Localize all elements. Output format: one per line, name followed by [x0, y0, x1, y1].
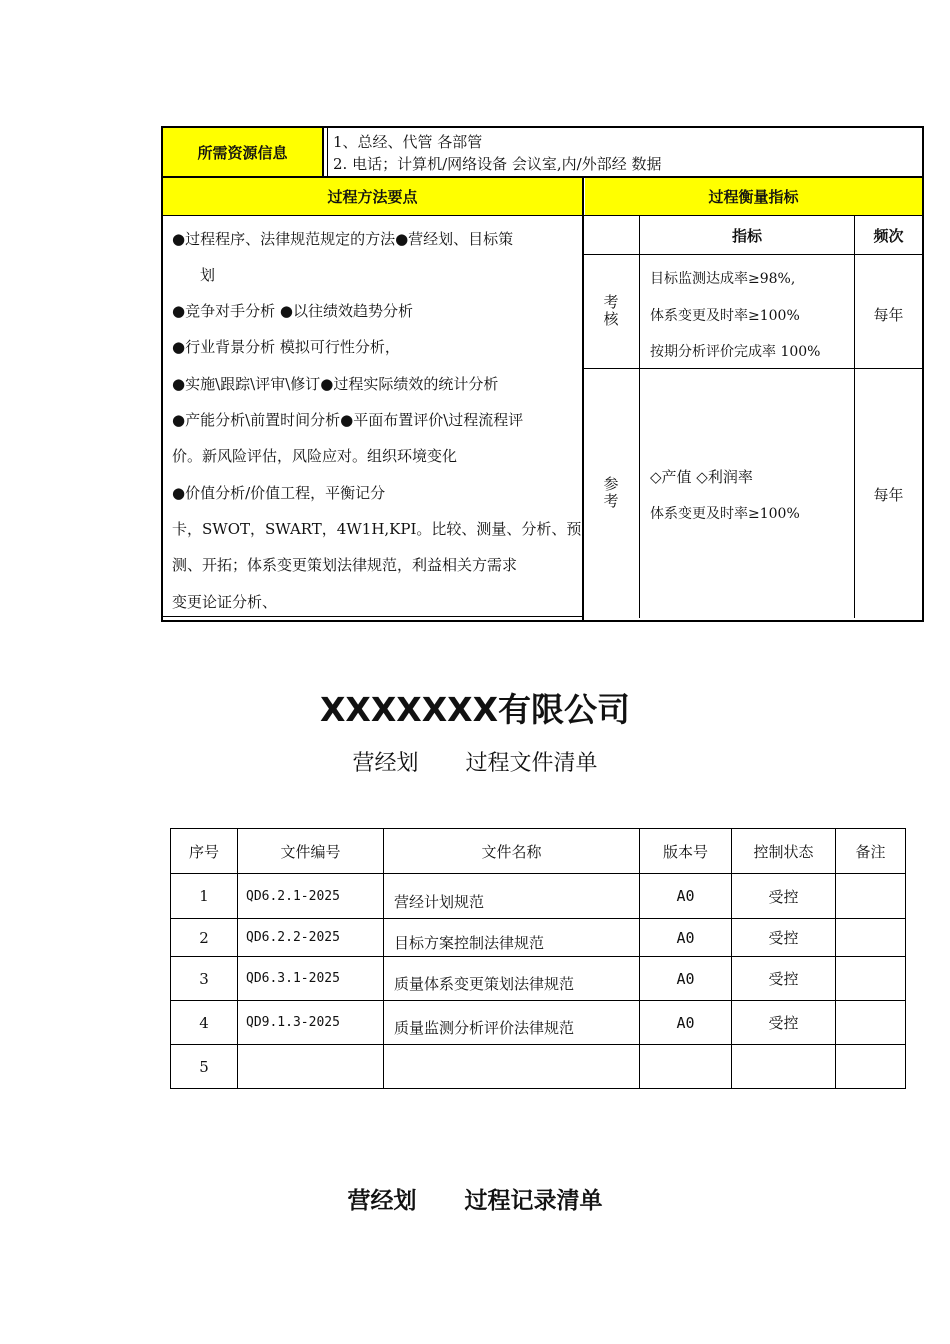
cell-code — [238, 1045, 384, 1089]
cell-code: QD9.1.3-2025 — [238, 1001, 384, 1045]
divider — [327, 128, 328, 178]
column-header-note: 备注 — [836, 829, 906, 874]
method-line: 测、开拓；体系变更策划法律规范，利益相关方需求 — [172, 556, 518, 574]
method-line: ●产能分析\前置时间分析●平面布置评价\过程流程评 — [172, 411, 524, 429]
cell-note — [836, 919, 906, 957]
cell-version: A0 — [640, 919, 732, 957]
cell-no: 3 — [171, 957, 238, 1001]
table-row — [171, 957, 906, 1001]
frequency-column-header: 频次 — [873, 226, 904, 245]
cell-name: 质量监测分析评价法律规范 — [384, 1001, 640, 1045]
cell-no: 2 — [171, 919, 238, 957]
table-header-row — [171, 829, 906, 874]
table-row — [171, 1045, 906, 1089]
method-line: 划 — [200, 266, 216, 284]
divider — [582, 178, 584, 620]
assessment-item: 体系变更及时率≥100% — [650, 308, 800, 324]
cell-version: A0 — [640, 957, 732, 1001]
resources-label: 所需资源信息 — [163, 128, 322, 176]
assessment-frequency: 每年 — [873, 306, 904, 324]
cell-status: 受控 — [732, 874, 836, 919]
file-list-table — [170, 828, 906, 1089]
reference-frequency: 每年 — [873, 486, 904, 504]
cell-name — [384, 1045, 640, 1089]
company-name: XXXXXXX有限公司 — [319, 690, 631, 729]
assessment-item: 按期分析评价完成率 100% — [650, 344, 821, 360]
cell-note — [836, 1001, 906, 1045]
method-line: ●价值分析/价值工程，平衡记分 — [172, 484, 386, 502]
method-line: 变更论证分析、 — [172, 593, 278, 611]
method-line: ●竞争对手分析 ●以往绩效趋势分析 — [172, 302, 413, 320]
column-header-version: 版本号 — [640, 829, 732, 874]
divider — [584, 254, 922, 255]
column-header-status: 控制状态 — [732, 829, 836, 874]
divider — [639, 216, 640, 618]
cell-no: 4 — [171, 1001, 238, 1045]
divider — [584, 368, 922, 369]
measures-header: 过程衡量指标 — [585, 178, 922, 215]
method-line: 卡，SWOT，SWART，4W1H,KPI。比较、测量、分析、预 — [172, 520, 582, 538]
cell-no: 1 — [171, 874, 238, 919]
divider — [322, 128, 324, 178]
cell-no: 5 — [171, 1045, 238, 1089]
methods-header: 过程方法要点 — [163, 178, 582, 215]
document-list-title: 营经划 过程文件清单 — [352, 751, 598, 776]
cell-status: 受控 — [732, 919, 836, 957]
cell-version: A0 — [640, 874, 732, 919]
cell-version — [640, 1045, 732, 1089]
divider — [854, 216, 855, 618]
reference-label: 参考 — [603, 475, 619, 510]
assessment-label: 考核 — [603, 293, 619, 328]
method-line: ●过程程序、法律规范规定的方法●营经划、目标策 — [172, 230, 514, 248]
table-row — [171, 919, 906, 957]
cell-status — [732, 1045, 836, 1089]
cell-name: 质量体系变更策划法律规范 — [384, 957, 640, 1001]
cell-version: A0 — [640, 1001, 732, 1045]
method-line: ●实施\跟踪\评审\修订●过程实际绩效的统计分析 — [172, 375, 499, 393]
reference-item: ◇产值 ◇利润率 — [650, 468, 753, 486]
resources-line-2: 2. 电话；计算机/网络设备 会议室,内/外部经 数据 — [333, 155, 662, 173]
cell-code: QD6.3.1-2025 — [238, 957, 384, 1001]
reference-item: 体系变更及时率≥100% — [650, 506, 800, 522]
cell-name: 营经计划规范 — [384, 874, 640, 919]
column-header-no: 序号 — [171, 829, 238, 874]
cell-status: 受控 — [732, 957, 836, 1001]
cell-code: QD6.2.1-2025 — [238, 874, 384, 919]
table-row — [171, 1001, 906, 1045]
divider — [163, 616, 582, 617]
column-header-name: 文件名称 — [384, 829, 640, 874]
cell-note — [836, 874, 906, 919]
cell-code: QD6.2.2-2025 — [238, 919, 384, 957]
indicator-column-header: 指标 — [731, 226, 762, 245]
resources-line-1: 1、总经、代管 各部管 — [333, 133, 483, 151]
assessment-item: 目标监测达成率≥98%, — [650, 271, 796, 287]
method-line: ●行业背景分析 模拟可行性分析， — [172, 338, 400, 356]
cell-note — [836, 957, 906, 1001]
cell-note — [836, 1045, 906, 1089]
cell-status: 受控 — [732, 1001, 836, 1045]
method-line: 价。新风险评估，风险应对。组织环境变化 — [172, 447, 458, 465]
column-header-code: 文件编号 — [238, 829, 384, 874]
table-row — [171, 874, 906, 919]
record-list-title: 营经划 过程记录清单 — [347, 1187, 603, 1214]
cell-name: 目标方案控制法律规范 — [384, 919, 640, 957]
